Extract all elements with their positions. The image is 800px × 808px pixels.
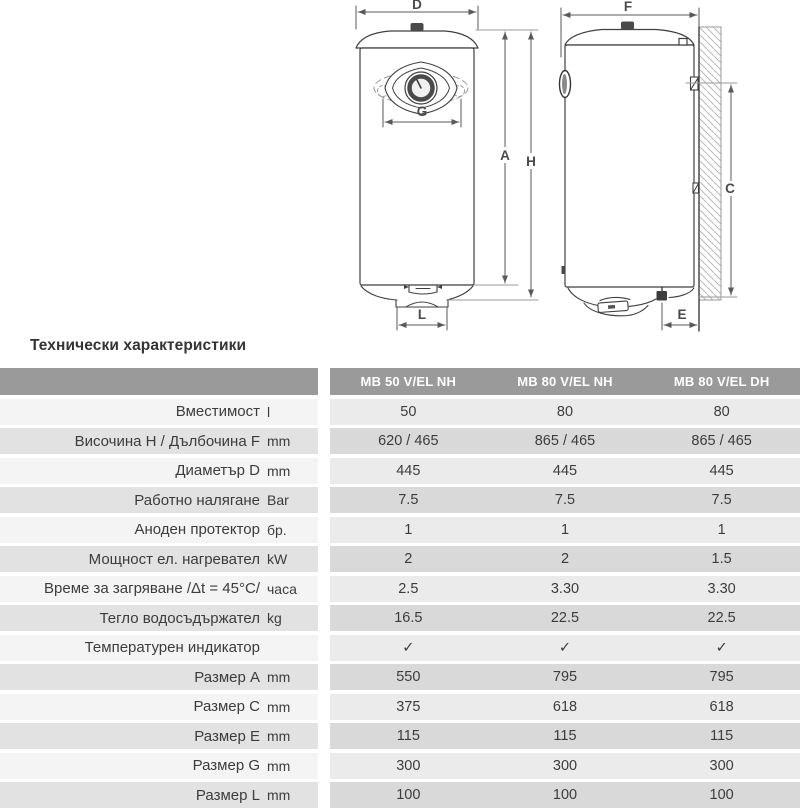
row-unit: часа [267, 580, 297, 597]
column-header: MB 80 V/EL DH [673, 374, 770, 389]
cell-value: 22.5 [550, 610, 580, 626]
dim-label-g: G [416, 104, 428, 119]
cell-value: 300 [709, 757, 734, 774]
row-values [330, 576, 800, 602]
cell-value: 795 [552, 669, 578, 685]
row-unit: mm [267, 462, 291, 479]
cell-value: ✓ [715, 639, 728, 656]
row-label: Размер E [194, 727, 260, 745]
row-values [330, 605, 800, 631]
cell-value: 100 [552, 787, 578, 803]
page-title: Технически характеристики [30, 337, 247, 354]
row-label-cell [0, 753, 318, 779]
table-row [0, 753, 800, 779]
row-label-cell [0, 428, 318, 454]
cell-value: 375 [396, 698, 421, 715]
side-bottom-detail [568, 287, 694, 316]
row-unit: l [267, 403, 271, 420]
front-bottom-detail [361, 285, 473, 307]
row-label-cell [0, 782, 318, 808]
cell-value: 865 / 465 [534, 433, 596, 449]
cell-value: 115 [710, 728, 734, 744]
cell-value: 1 [717, 521, 726, 538]
table-row [0, 635, 800, 661]
table-row [0, 723, 800, 749]
cell-value: 618 [552, 698, 578, 715]
table-row [0, 399, 800, 425]
cell-value: 620 / 465 [378, 433, 439, 449]
gauge-side-profile [560, 71, 571, 98]
cell-value: 7.5 [711, 492, 732, 508]
row-label: Вместимост [175, 403, 260, 420]
cell-value: ✓ [558, 639, 572, 656]
row-label: Време за загряване /Δt = 45°C/ [44, 580, 260, 597]
dim-label-d: D [412, 0, 422, 12]
cell-value: 115 [553, 728, 577, 744]
column-header: MB 50 V/EL NH [360, 374, 457, 389]
row-label-cell [0, 487, 318, 513]
row-unit: mm [267, 669, 291, 685]
row-values [330, 723, 800, 749]
cell-value: 550 [396, 669, 421, 685]
row-values [330, 517, 800, 543]
cell-value: 3.30 [707, 580, 736, 597]
row-label-cell [0, 517, 318, 543]
cell-value: 115 [396, 728, 420, 744]
row-label-cell [0, 458, 318, 484]
cell-value: 300 [396, 757, 421, 774]
row-values [330, 487, 800, 513]
cell-value: 445 [709, 462, 734, 479]
row-label: Тегло водосъдържател [99, 609, 260, 627]
row-label: Температурен индикатор [84, 639, 260, 656]
row-values [330, 399, 800, 425]
top-fitting-knob-side [621, 22, 634, 30]
row-label: Размер L [195, 786, 260, 804]
cell-value: 865 / 465 [691, 433, 752, 449]
table-row [0, 576, 800, 602]
cell-value: 22.5 [707, 610, 736, 626]
row-label-cell [0, 664, 318, 690]
cell-value: 445 [396, 462, 421, 479]
row-label: Мощност ел. нагревател [88, 550, 260, 568]
row-label-cell [0, 694, 318, 720]
row-values [330, 546, 800, 572]
cell-value: 3.30 [550, 580, 580, 597]
cell-value: 618 [709, 698, 734, 715]
cell-value: 7.5 [554, 492, 576, 508]
cell-value: 80 [713, 403, 730, 420]
row-unit: kW [267, 551, 288, 567]
row-label: Размер A [194, 668, 260, 686]
dimension-diagrams [0, 0, 800, 336]
row-values [330, 782, 800, 808]
cell-value: 1 [404, 521, 413, 538]
cell-value: 300 [552, 757, 578, 774]
row-values [330, 753, 800, 779]
row-label: Работно налягане [134, 491, 260, 509]
row-unit: mm [267, 433, 291, 449]
row-label-cell [0, 635, 318, 661]
front-view-diagram [356, 0, 539, 330]
cell-value: 445 [552, 462, 578, 479]
top-fitting-knob [411, 23, 424, 31]
dome-notch [679, 39, 687, 46]
row-values [330, 458, 800, 484]
row-label: Диаметър D [175, 462, 260, 479]
table-row [0, 517, 800, 543]
row-label-cell [0, 605, 318, 631]
dim-label-c: C [725, 181, 735, 196]
row-values [330, 694, 800, 720]
row-label-cell [0, 399, 318, 425]
cell-value: 100 [396, 787, 421, 803]
table-row [0, 782, 800, 808]
row-label-cell [0, 546, 318, 572]
table-header-label-spacer [0, 368, 318, 395]
row-label: Размер G [192, 757, 260, 774]
table-header-row [0, 368, 800, 395]
table-row [0, 694, 800, 720]
row-values [330, 635, 800, 661]
cell-value: 80 [556, 403, 574, 420]
table-row [0, 428, 800, 454]
dim-label-e: E [677, 307, 687, 322]
hanging-bracket-mid [693, 183, 699, 193]
cell-value: 2.5 [398, 580, 419, 597]
table-row [0, 546, 800, 572]
row-label-cell [0, 576, 318, 602]
table-row [0, 487, 800, 513]
row-unit: kg [267, 610, 282, 626]
row-unit: mm [267, 728, 291, 744]
cell-value: 100 [709, 787, 734, 803]
row-unit: mm [267, 757, 291, 774]
row-unit: бр. [267, 521, 287, 538]
row-label: Размер C [193, 698, 260, 715]
dim-label-f: F [623, 0, 633, 14]
row-label-cell [0, 723, 318, 749]
row-unit: Bar [267, 492, 289, 508]
table-row [0, 664, 800, 690]
cell-value: 2 [560, 551, 570, 567]
cell-value: 1 [560, 521, 570, 538]
spec-table [0, 368, 800, 808]
cell-value: 16.5 [394, 610, 423, 626]
side-pipe-stub [562, 266, 566, 274]
row-unit: mm [267, 787, 291, 803]
wall-hatch [699, 27, 721, 331]
cell-value: 1.5 [711, 551, 732, 567]
cell-value: ✓ [402, 639, 415, 656]
dim-label-l: L [417, 307, 427, 322]
row-unit: mm [267, 698, 291, 715]
row-label: Височина H / Дълбочина F [74, 432, 260, 450]
cell-value: 795 [709, 669, 734, 685]
safety-valve [657, 291, 668, 301]
row-values [330, 664, 800, 690]
heater-side-outline [565, 30, 694, 288]
row-label: Аноден протектор [134, 521, 260, 538]
dim-label-h: H [526, 154, 536, 169]
side-view-diagram [560, 0, 739, 331]
table-row [0, 605, 800, 631]
row-values [330, 428, 800, 454]
cell-value: 50 [400, 403, 417, 420]
cell-value: 2 [404, 551, 413, 567]
table-row [0, 458, 800, 484]
dim-label-a: A [500, 148, 510, 163]
cell-value: 7.5 [398, 492, 419, 508]
column-header: MB 80 V/EL NH [517, 374, 613, 389]
